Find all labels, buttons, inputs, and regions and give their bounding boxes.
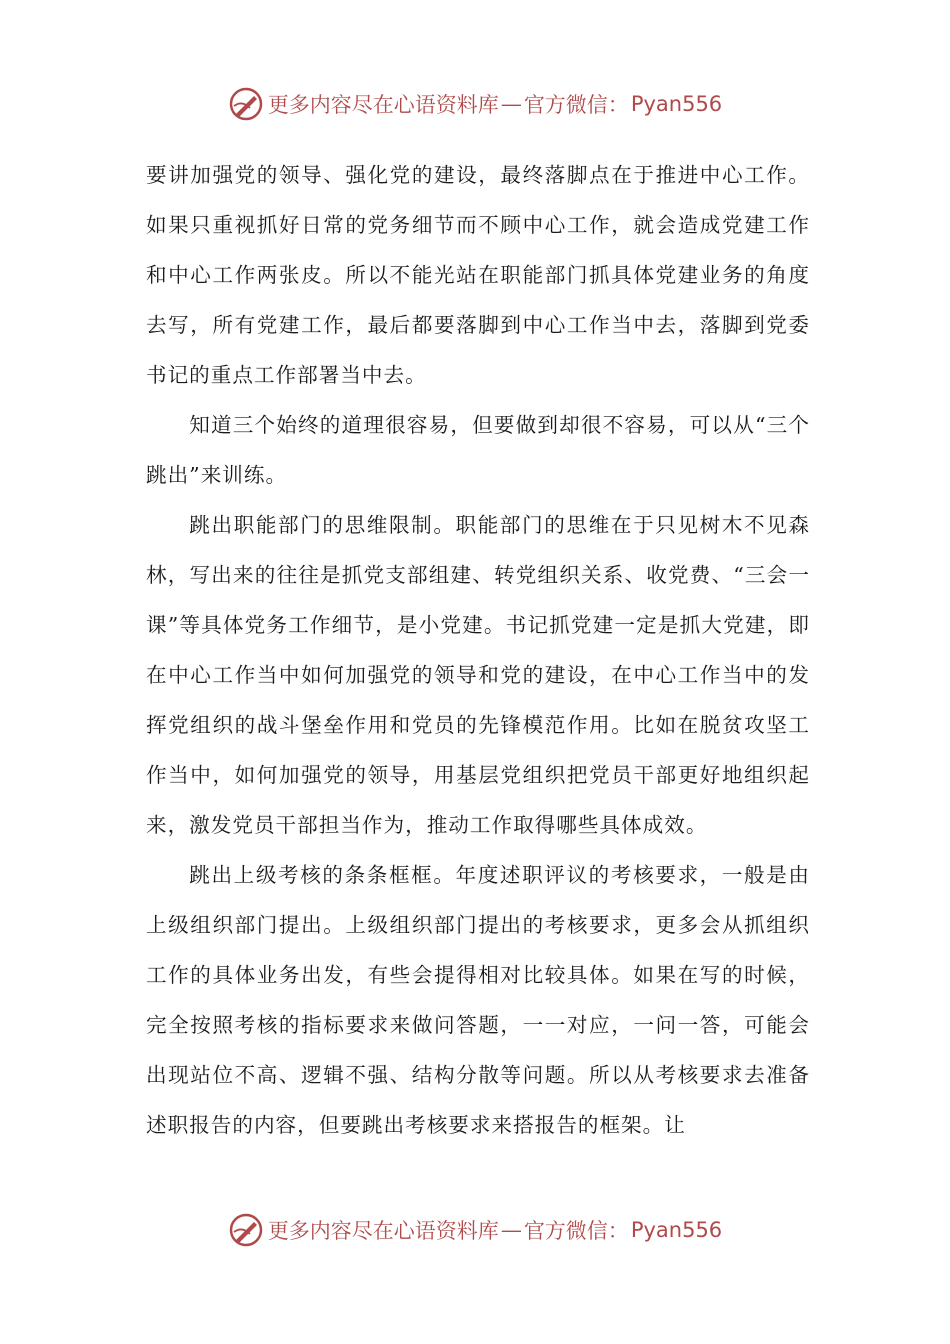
pen-logo-icon	[228, 1212, 264, 1248]
watermark-separator: —	[500, 1218, 522, 1242]
paragraph: 跳出职能部门的思维限制。职能部门的思维在于只见树木不见森林，写出来的往往是抓党支部组建、转党组织关系、收党费、“三会一课”等具体党务工作细节，是小党建。书记抓党建一定是抓大党建，即在中心工作当中如何加强党的领导和党的建设，在中心工作当中的发挥党组织的战斗堡垒作用和党员的先锋模范作用。比如在脱贫攻坚工作当中，如何加强党的领导，用基层党组织把党员干部更好地组织起来，激发党员干部担当作为，推动工作取得哪些具体成效。	[146, 513, 810, 837]
paragraph: 知道三个始终的道理很容易，但要做到却很不容易，可以从“三个跳出”来训练。	[146, 413, 810, 487]
header-watermark	[0, 84, 950, 124]
footer-watermark	[0, 1210, 950, 1250]
pen-logo-icon	[228, 86, 264, 122]
wechat-label: 官方微信：	[523, 93, 629, 117]
paragraph: 跳出上级考核的条条框框。年度述职评议的考核要求，一般是由上级组织部门提出。上级组织部门提出的考核要求，更多会从抓组织工作的具体业务出发，有些会提得相对比较具体。如果在写的时候，完全按照考核的指标要求来做问答题，一一对应，一问一答，可能会出现站位不高、逻辑不强、结构分散等问题。所以从考核要求去准备述职报告的内容，但要跳出考核要求来搭报告的框架。让	[146, 863, 810, 1137]
watermark-text: 更多内容尽在心语资料库	[267, 93, 499, 117]
wechat-id: Pyan556	[630, 1218, 723, 1242]
watermark-text: 更多内容尽在心语资料库	[267, 1219, 499, 1243]
paragraph: 要讲加强党的领导、强化党的建设，最终落脚点在于推进中心工作。如果只重视抓好日常的党务细节而不顾中心工作，就会造成党建工作和中心工作两张皮。所以不能光站在职能部门抓具体党建业务的角度去写，所有党建工作，最后都要落脚到中心工作当中去，落脚到党委书记的重点工作部署当中去。	[146, 163, 810, 387]
watermark-separator: —	[500, 92, 522, 116]
document-body	[146, 150, 810, 1150]
wechat-id: Pyan556	[630, 92, 723, 116]
wechat-label: 官方微信：	[523, 1219, 629, 1243]
